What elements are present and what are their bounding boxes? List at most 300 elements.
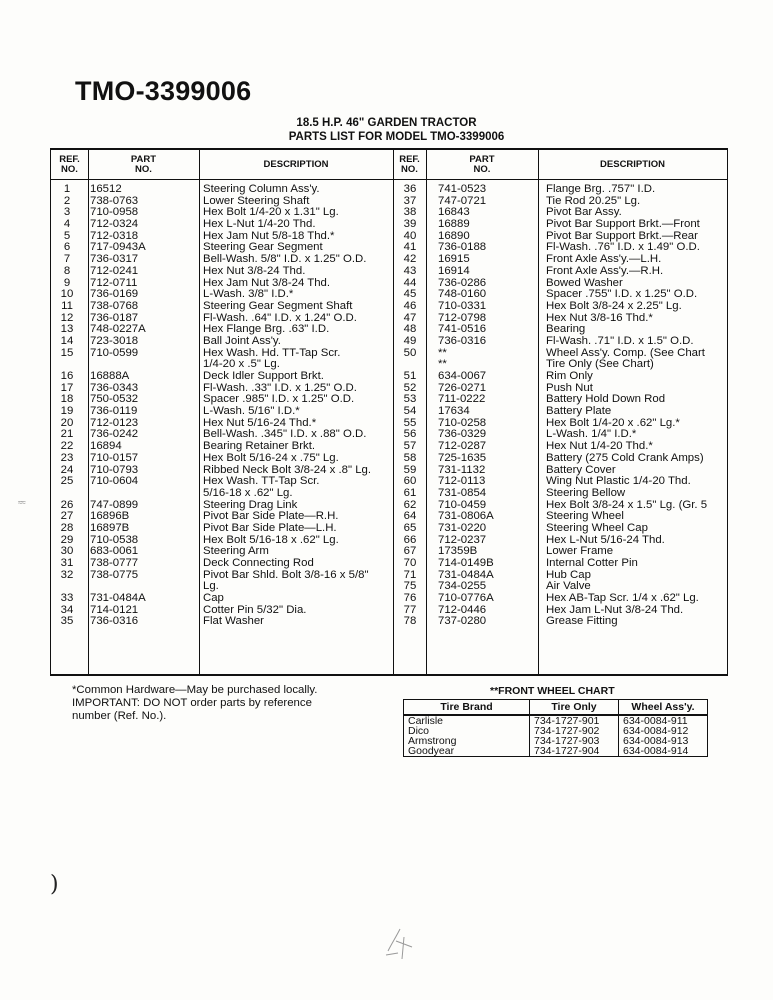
part-number: 712-0237	[438, 533, 487, 546]
part-number: 710-0538	[90, 533, 139, 546]
part-number: 736-0169	[90, 288, 139, 301]
part-description: Hex Jam L-Nut 3/8-24 Thd.	[546, 604, 684, 616]
ref-number: 38	[403, 206, 417, 219]
part-number: 714-0149B	[438, 557, 494, 569]
part-description: Internal Cotter Pin	[546, 558, 638, 569]
part-number: 736-0119	[90, 405, 138, 418]
part-description: Hex Bolt 5/16-18 x .62" Lg.	[203, 534, 339, 546]
ref-number: 60	[403, 475, 417, 488]
header-text: PART	[130, 154, 157, 165]
part-number: 731-0484A	[90, 592, 146, 605]
ref-number: 14	[60, 334, 74, 347]
part-number: 712-0798	[438, 311, 487, 324]
part-number: 712-0318	[90, 229, 139, 242]
wheel-assy-part: 634-0084-911	[619, 715, 708, 726]
part-description: 5/16-18 x .62" Lg.	[203, 487, 293, 499]
wheel-chart-table	[403, 699, 708, 757]
table-row	[51, 605, 727, 617]
part-number: 738-0768	[90, 299, 139, 312]
part-description: Lower Steering Shaft	[203, 195, 310, 207]
part-description: Air Valve	[546, 581, 591, 593]
part-number: 736-0286	[438, 276, 487, 289]
tire-brand: Armstrong	[404, 736, 530, 746]
ref-number: 13	[60, 323, 74, 336]
part-description: Steering Wheel Cap	[546, 522, 648, 534]
parts-list-heading: PARTS LIST FOR MODEL TMO-3399006	[288, 131, 505, 143]
part-number: 710-0157	[90, 451, 139, 464]
part-description: Bell-Wash. 5/8" I.D. x 1.25" O.D.	[203, 254, 367, 266]
part-number: 741-0523	[438, 183, 487, 195]
part-number: 710-0776A	[438, 592, 494, 605]
ref-number: 32	[60, 568, 74, 581]
ref-number: 57	[403, 440, 417, 453]
ref-number: 17	[60, 381, 74, 394]
part-number: 712-0324	[90, 218, 139, 231]
tire-only-part: 734-1727-903	[530, 736, 619, 746]
part-number: 736-0316	[438, 334, 487, 347]
part-description: Rim Only	[546, 371, 593, 382]
table-row	[51, 535, 727, 547]
part-number: 634-0067	[438, 370, 487, 382]
part-description: Bearing Retainer Brkt.	[203, 441, 316, 453]
part-number: 741-0516	[438, 323, 487, 336]
footnote-common-hardware: *Common Hardware—May be purchased locally.	[72, 684, 318, 696]
part-description: Hex Nut 1/4-20 Thd.*	[546, 441, 653, 453]
ref-number: 52	[403, 381, 417, 394]
parts-table	[50, 148, 728, 676]
ref-number: 9	[63, 276, 71, 289]
part-description: Steering Drag Link	[203, 499, 298, 511]
part-number: 711-0222	[438, 393, 486, 406]
part-description: Steering Column Ass'y.	[203, 184, 320, 195]
ref-number: 40	[403, 229, 417, 242]
wheel-chart-header: Wheel Ass'y.	[619, 700, 708, 716]
part-description: Pivot Bar Support Brkt.—Front	[546, 219, 700, 231]
part-description: Hex Jam Nut 5/8-18 Thd.*	[203, 230, 335, 242]
part-description: Steering Arm	[203, 546, 269, 558]
ref-number: 11	[61, 299, 73, 312]
table-row	[51, 242, 727, 254]
part-number: 736-0317	[90, 253, 139, 266]
ref-number: 56	[403, 428, 417, 441]
table-row	[51, 184, 727, 196]
header-text: NO.	[473, 164, 491, 175]
ref-number: 51	[403, 370, 417, 382]
part-number: 731-1132	[438, 463, 486, 476]
part-description: Flange Brg. .757" I.D.	[546, 184, 656, 195]
part-number: 734-0255	[438, 580, 487, 593]
ref-number: 7	[63, 253, 71, 266]
table-row	[51, 465, 727, 477]
header-description	[199, 153, 393, 177]
part-description: L-Wash. 3/8" I.D.*	[203, 289, 294, 301]
header-part-no	[88, 153, 199, 177]
part-description: Grease Fitting	[546, 616, 618, 628]
part-description: Pivot Bar Assy.	[546, 207, 622, 219]
footnote-important: IMPORTANT: DO NOT order parts by reference	[72, 697, 312, 709]
part-description: Deck Connecting Rod	[203, 558, 314, 569]
table-row	[51, 278, 727, 290]
tire-only-part: 734-1727-902	[530, 726, 619, 736]
wheel-chart-row	[404, 746, 708, 757]
part-number: 17359B	[438, 545, 478, 558]
part-number: 16843	[438, 206, 470, 219]
part-number: **	[438, 358, 447, 371]
part-description: Fl-Wash. .64" I.D. x 1.24" O.D.	[203, 312, 357, 324]
ref-number: 3	[63, 206, 71, 219]
part-description: L-Wash. 5/16" I.D.*	[203, 406, 300, 418]
ref-number: 78	[403, 615, 417, 628]
part-description: Battery Cover	[546, 464, 616, 476]
table-row	[51, 453, 727, 465]
part-description: Bell-Wash. .345" I.D. x .88" O.D.	[203, 429, 367, 441]
ref-number: 41	[403, 241, 417, 254]
wheel-assy-part: 634-0084-912	[619, 726, 708, 736]
table-row	[51, 406, 727, 418]
part-number: 748-0160	[438, 288, 487, 301]
header-text: DESCRIPTION	[263, 159, 329, 170]
header-rule	[51, 179, 727, 180]
tire-brand: Dico	[404, 726, 530, 736]
part-number: 710-0958	[90, 206, 139, 219]
ref-number: 18	[60, 393, 74, 406]
ref-number: 49	[403, 334, 417, 347]
part-description: Bowed Washer	[546, 277, 623, 289]
ref-number: 77	[403, 603, 417, 616]
part-number: 738-0775	[90, 568, 139, 581]
part-description: L-Wash. 1/4" I.D.*	[546, 429, 637, 441]
ref-number: 53	[403, 393, 417, 406]
wheel-assy-part: 634-0084-913	[619, 736, 708, 746]
footnote-important-cont: number (Ref. No.).	[72, 710, 167, 722]
ref-number: 64	[403, 510, 417, 523]
ref-number: 6	[63, 241, 71, 254]
part-description: Cap	[203, 593, 224, 605]
part-description: Deck Idler Support Brkt.	[203, 371, 324, 382]
ref-number: 76	[403, 592, 417, 605]
part-number: 736-0187	[90, 311, 139, 324]
ref-number: 31	[60, 557, 74, 569]
ref-number: 42	[403, 253, 417, 266]
parts-rows	[51, 184, 727, 628]
header-text: NO.	[401, 164, 418, 175]
part-number: 710-0793	[90, 463, 139, 476]
part-description: Tire Only (See Chart)	[546, 359, 654, 371]
part-description: Flat Washer	[203, 616, 264, 628]
ref-number: 54	[403, 405, 417, 418]
part-description: Hub Cap	[546, 569, 591, 581]
tire-only-part: 734-1727-904	[530, 746, 619, 757]
table-row	[51, 581, 727, 593]
ref-number: 29	[60, 533, 74, 546]
tire-brand: Goodyear	[404, 746, 530, 757]
ref-number: 62	[403, 498, 417, 511]
part-number: 714-0121	[90, 603, 139, 616]
part-number: 712-0123	[90, 416, 139, 429]
part-number: 16890	[438, 229, 470, 242]
part-description: Hex Bolt 3/8-24 x 1.5" Lg. (Gr. 5	[546, 499, 708, 511]
ref-number: 4	[63, 218, 71, 231]
ref-number: 61	[403, 486, 417, 499]
part-number: 712-0113	[438, 475, 486, 488]
table-row	[51, 476, 727, 488]
part-number: 736-0242	[90, 428, 139, 441]
part-description: Wheel Ass'y. Comp. (See Chart	[546, 347, 705, 359]
ref-number: 55	[403, 416, 417, 429]
part-number: 16897B	[90, 521, 130, 534]
part-number: 725-1635	[438, 451, 487, 464]
ref-number: 21	[60, 428, 74, 441]
part-description: Bearing	[546, 324, 586, 336]
ref-number: 27	[60, 510, 74, 523]
table-row	[51, 219, 727, 231]
part-number: **	[438, 346, 447, 359]
part-description: Tie Rod 20.25" Lg.	[546, 195, 641, 207]
table-row	[51, 196, 727, 208]
model-title: TMO-3399006	[75, 76, 252, 106]
ref-number: 25	[60, 475, 74, 488]
document-subtitle: 18.5 H.P. 46" GARDEN TRACTOR	[296, 117, 477, 129]
part-number: 731-0854	[438, 486, 487, 499]
ref-number: 10	[60, 288, 74, 301]
wheel-chart-header: Tire Brand	[404, 700, 530, 716]
part-number: 737-0280	[438, 615, 487, 628]
table-row	[51, 593, 727, 605]
part-description: Cotter Pin 5/32" Dia.	[203, 604, 307, 616]
part-description: Ribbed Neck Bolt 3/8-24 x .8" Lg.	[203, 464, 372, 476]
part-description: Hex Wash. Hd. TT-Tap Scr.	[203, 347, 341, 359]
table-row	[51, 570, 727, 582]
ref-number: 30	[60, 545, 74, 558]
part-number: 736-0316	[90, 615, 139, 628]
ref-number: 46	[403, 299, 417, 312]
ref-number: 37	[403, 194, 417, 207]
ref-number: 34	[60, 603, 74, 616]
part-description: Fl-Wash. .33" I.D. x 1.25" O.D.	[203, 382, 357, 394]
part-description: Spacer .755" I.D. x 1.25" O.D.	[546, 289, 698, 301]
ref-number: 39	[403, 218, 417, 231]
table-row	[51, 616, 727, 628]
ref-number: 26	[60, 498, 74, 511]
part-number: 710-0331	[438, 299, 487, 312]
table-row	[51, 336, 727, 348]
part-number: 683-0061	[90, 545, 139, 558]
header-text: NO.	[61, 164, 78, 175]
part-description: Pivot Bar Side Plate—R.H.	[203, 511, 339, 523]
ref-number: 15	[60, 346, 74, 359]
part-description: Ball Joint Ass'y.	[203, 335, 281, 347]
part-description: Pivot Bar Support Brkt.—Rear	[546, 230, 698, 242]
ref-number: 24	[60, 463, 74, 476]
part-number: 17634	[438, 405, 470, 418]
part-number: 736-0329	[438, 428, 487, 441]
part-number: 16888A	[90, 370, 130, 382]
scribble-mark	[378, 925, 428, 965]
header-ref-no	[393, 153, 426, 177]
tire-brand: Carlisle	[404, 715, 530, 726]
table-row	[51, 254, 727, 266]
table-row	[51, 348, 727, 360]
part-description: Battery Hold Down Rod	[546, 394, 666, 406]
part-description: Hex L-Nut 1/4-20 Thd.	[203, 219, 316, 231]
part-number: 712-0241	[90, 264, 139, 277]
part-description: Lower Frame	[546, 546, 614, 558]
table-row	[51, 418, 727, 430]
scan-mark: ≈≈	[18, 498, 25, 507]
part-description: Hex Bolt 3/8-24 x 2.25" Lg.	[546, 300, 682, 312]
ref-number: 5	[63, 229, 71, 242]
header-description	[538, 153, 727, 177]
part-description: Hex Bolt 5/16-24 x .75" Lg.	[203, 452, 339, 464]
table-row	[51, 289, 727, 301]
ref-number: 12	[60, 311, 74, 324]
part-number: 712-0446	[438, 603, 487, 616]
part-number: 16894	[90, 440, 122, 453]
ref-number: 19	[60, 405, 74, 418]
tire-only-part: 734-1727-901	[530, 715, 619, 726]
ref-number: 8	[63, 264, 71, 277]
ref-number: 43	[403, 264, 417, 277]
table-row	[51, 207, 727, 219]
ref-number: 1	[63, 183, 71, 195]
table-row	[51, 511, 727, 523]
part-number: 723-3018	[90, 334, 139, 347]
wheel-assy-part: 634-0084-914	[619, 746, 708, 757]
part-description: Hex Nut 3/8-24 Thd.	[203, 265, 306, 277]
part-description: Fl-Wash. .76" I.D. x 1.49" O.D.	[546, 242, 700, 254]
table-row	[51, 441, 727, 453]
ref-number: 65	[403, 521, 417, 534]
ref-number: 2	[63, 194, 71, 207]
table-row	[51, 231, 727, 243]
part-description: Pivot Bar Shld. Bolt 3/8-16 x 5/8"	[203, 569, 369, 581]
part-description: Pivot Bar Side Plate—L.H.	[203, 522, 337, 534]
ref-number: 66	[403, 533, 417, 546]
ref-number: 48	[403, 323, 417, 336]
table-row	[51, 500, 727, 512]
part-description: Steering Bellow	[546, 487, 626, 499]
ref-number: 35	[60, 615, 74, 628]
part-description: Front Axle Ass'y.—R.H.	[546, 265, 664, 277]
part-description: Hex Wash. TT-Tap Scr.	[203, 476, 320, 488]
table-row	[51, 313, 727, 325]
part-number: 710-0599	[90, 346, 139, 359]
table-row	[51, 394, 727, 406]
ref-number: 22	[60, 440, 74, 453]
ref-number: 75	[403, 580, 417, 593]
ref-number: 23	[60, 451, 74, 464]
part-description: Push Nut	[546, 382, 593, 394]
ref-number: 44	[403, 276, 417, 289]
part-number: 712-0711	[90, 276, 138, 289]
header-text: REF.	[399, 154, 420, 165]
ref-number: 50	[403, 346, 417, 359]
part-number: 710-0459	[438, 498, 487, 511]
part-description: Front Axle Ass'y.—L.H.	[546, 254, 662, 266]
table-row	[51, 546, 727, 558]
part-description: Fl-Wash. .71" I.D. x 1.5" O.D.	[546, 335, 694, 347]
part-description: Battery Plate	[546, 406, 612, 418]
part-number: 731-0806A	[438, 510, 494, 523]
part-description: 1/4-20 x .5" Lg.	[203, 359, 280, 371]
part-description: Hex AB-Tap Scr. 1/4 x .62" Lg.	[546, 593, 699, 605]
part-description: Lg.	[203, 581, 219, 593]
table-row	[51, 429, 727, 441]
table-row	[51, 324, 727, 336]
header-ref-no	[51, 153, 88, 177]
part-description: Hex Bolt 1/4-20 x .62" Lg.*	[546, 417, 680, 429]
table-row	[51, 371, 727, 383]
part-number: 16914	[438, 264, 470, 277]
part-description: Spacer .985" I.D. x 1.25" O.D.	[203, 394, 355, 406]
ref-number: 59	[403, 463, 417, 476]
part-number: 710-0604	[90, 475, 139, 488]
part-number: 16889	[438, 218, 470, 231]
wheel-chart-header: Tire Only	[530, 700, 619, 716]
part-number: 731-0220	[438, 521, 487, 534]
wheel-chart-title: **FRONT WHEEL CHART	[490, 685, 615, 697]
part-description: Hex Jam Nut 3/8-24 Thd.	[203, 277, 331, 289]
pen-mark: )	[50, 872, 59, 897]
part-description: Hex Bolt 1/4-20 x 1.31" Lg.	[203, 207, 339, 219]
part-number: 736-0188	[438, 241, 487, 254]
part-number: 712-0287	[438, 440, 487, 453]
ref-number: 16	[60, 370, 74, 382]
table-row	[51, 558, 727, 570]
part-description: Hex Flange Brg. .63" I.D.	[203, 324, 330, 336]
part-description: Steering Wheel	[546, 511, 624, 523]
header-part-no	[426, 153, 538, 177]
part-number: 748-0227A	[90, 323, 146, 336]
ref-number: 45	[403, 288, 417, 301]
part-description: Steering Gear Segment Shaft	[203, 300, 353, 312]
ref-number: 28	[60, 521, 74, 534]
header-text: DESCRIPTION	[600, 159, 665, 170]
ref-number: 58	[403, 451, 417, 464]
part-number: 747-0899	[90, 498, 139, 511]
part-description: Battery (275 Cold Crank Amps)	[546, 452, 704, 464]
part-number: 726-0271	[438, 381, 487, 394]
part-number: 16915	[438, 253, 470, 266]
footnote	[72, 684, 362, 723]
part-description: Steering Gear Segment	[203, 242, 323, 254]
part-number: 738-0777	[90, 557, 139, 569]
part-number: 750-0532	[90, 393, 139, 406]
part-number: 736-0343	[90, 381, 139, 394]
part-number: 16896B	[90, 510, 130, 523]
part-number: 738-0763	[90, 194, 139, 207]
table-row	[51, 488, 727, 500]
table-row	[51, 359, 727, 371]
ref-number: 47	[403, 311, 417, 324]
table-row	[51, 301, 727, 313]
ref-number: 67	[403, 545, 417, 558]
header-text: REF.	[59, 154, 80, 165]
ref-number: 70	[403, 557, 417, 569]
ref-number: 71	[403, 568, 417, 581]
ref-number: 36	[403, 183, 417, 195]
ref-number: 20	[60, 416, 74, 429]
part-description: Hex L-Nut 5/16-24 Thd.	[546, 534, 665, 546]
table-row	[51, 523, 727, 535]
part-number: 710-0258	[438, 416, 487, 429]
header-text: NO.	[135, 164, 152, 175]
ref-number: 33	[60, 592, 74, 605]
part-description: Wing Nut Plastic 1/4-20 Thd.	[546, 476, 691, 488]
part-description: Hex Nut 5/16-24 Thd.*	[203, 417, 317, 429]
table-row	[51, 266, 727, 278]
part-number: 747-0721	[438, 194, 487, 207]
